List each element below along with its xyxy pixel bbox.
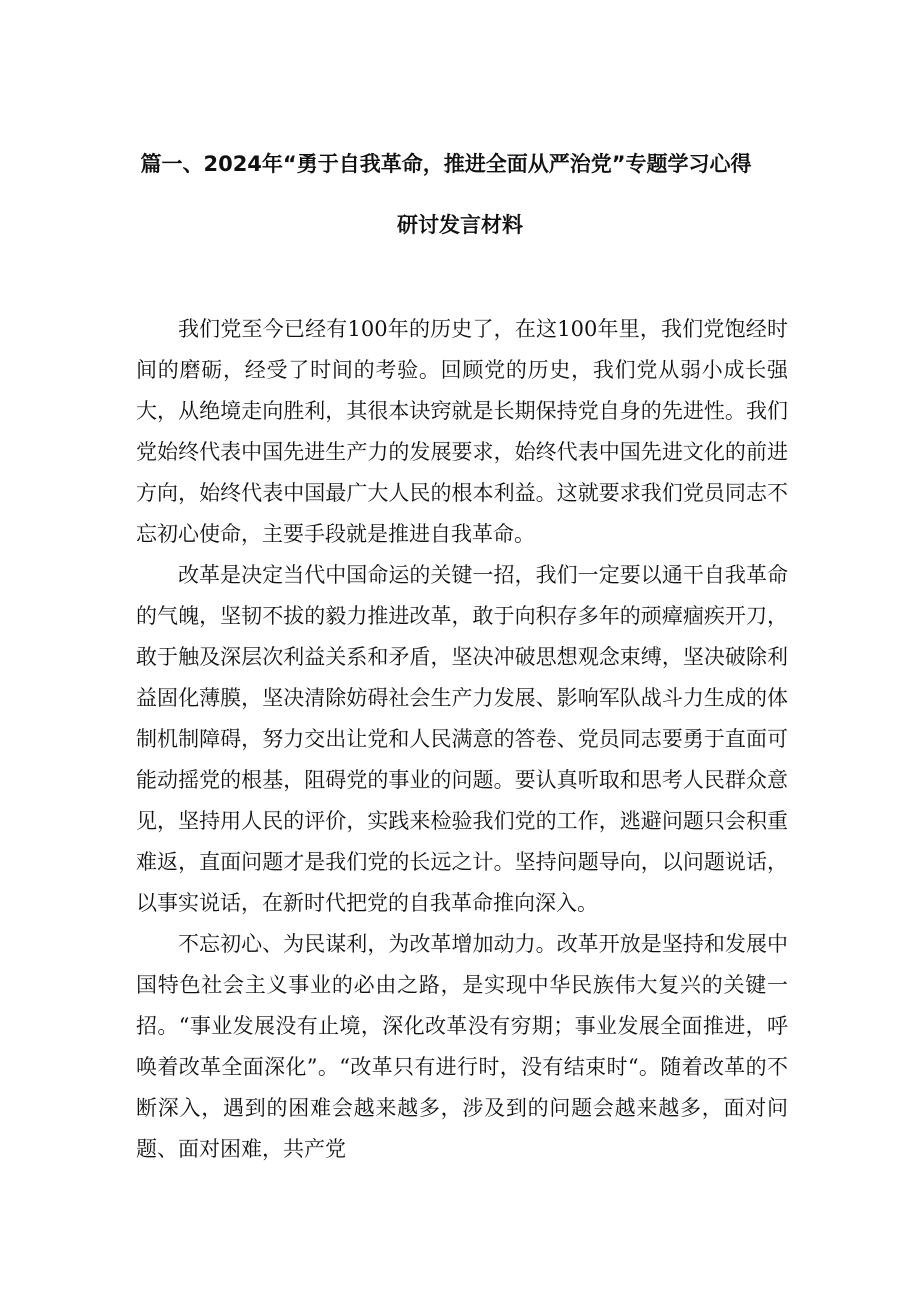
paragraph-3: 不忘初心、为民谋利，为改革增加动力。改革开放是坚持和发展中国特色社会主义事业的必由之路，是实现中华民族伟大复兴的关键一招。“事业发展没有止境，深化改革没有穷期；事业发展全面推进，呼唤着改革全面深化”。“改革只有进行时，没有结束时“。随着改革的不断深入，遇到的困难会越来越多，涉及到的问题会越来越多，面对问题、面对困难，共产党: [136, 932, 788, 1161]
document-title: 篇一、2024年“勇于自我革命，推进全面从严治党”专题学习心得: [140, 152, 752, 176]
paragraph-1: 我们党至今已经有100年的历史了，在这100年里，我们党饱经时间的磨砺，经受了时间的考验。回顾党的历史，我们党从弱小成长强大，从绝境走向胜利，其很本诀窍就是长期保持党自身的先进性。我们党始终代表中国先进生产力的发展要求，始终代表中国先进文化的前进方向，始终代表中国最广大人民的根本利益。这就要求我们党员同志不忘初心使命，主要手段就是推进自我革命。: [136, 317, 788, 546]
document-subtitle: 研讨发言材料: [397, 213, 523, 237]
document-body: [136, 309, 788, 1170]
paragraph-2: 改革是决定当代中国命运的关键一招，我们一定要以通干自我革命的气魄，坚韧不拔的毅力推进改革，敢于向积存多年的顽瘴痼疾开刀，敢于触及深层次利益关系和矛盾，坚决冲破思想观念束缚，坚决破除利益固化薄膜，坚决清除妨碍社会生产力发展、影响军队战斗力生成的体制机制障碍，努力交出让党和人民满意的答卷、党员同志要勇于直面可能动摇党的根基，阻碍党的事业的问题。要认真听取和思考人民群众意见，坚持用人民的评价，实践来检验我们党的工作，逃避问题只会积重难返，直面问题才是我们党的长远之计。坚持问题导向，以问题说话，以事实说话，在新时代把党的自我革命推向深入。: [136, 563, 788, 915]
